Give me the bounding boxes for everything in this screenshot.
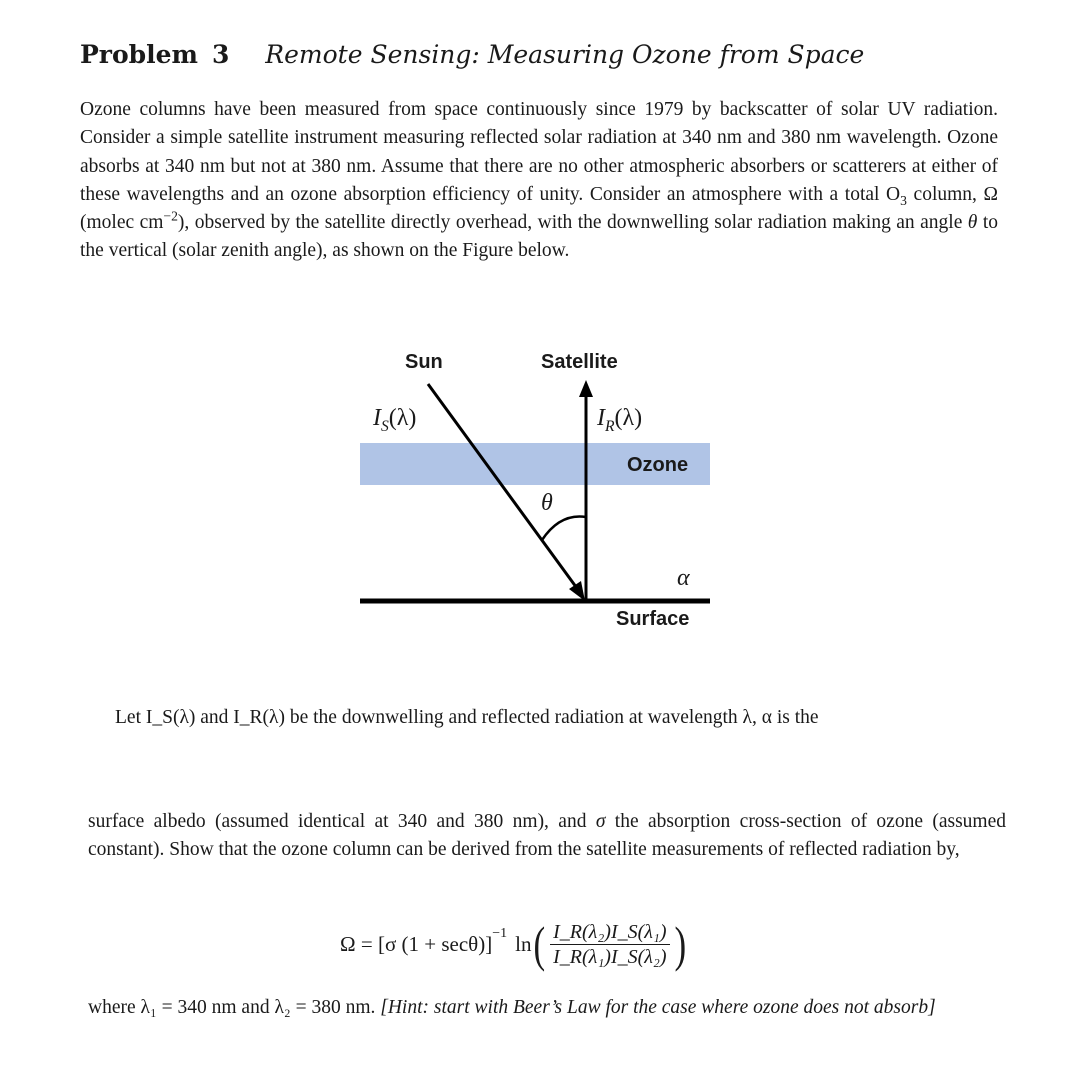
reflected-intensity-label: $I_R(\lambda)$ <box>597 405 643 435</box>
derivation-paragraph: surface albedo (assumed identical at 340 and 380 nm), and σ the absorption cross-section of ozone (assumed constant). Show that the ozone column can be derived from the satellite measurements of reflected radiation by, <box>88 811 1006 861</box>
incident-ray <box>428 384 579 591</box>
ozone-column-equation: Ω = [σ (1 + secθ)] $^{-1}$ ln ( $\frac{\text{I\_R(λ₂)I\_S(λ₁)}}{\text{I\_R(λ₁)I\_S(λ₂)}}$ ) <box>340 916 686 972</box>
definitions-paragraph: Let I_S(λ) and I_R(λ) be the downwelling and reflected radiation at wavelength λ, α is the <box>115 707 819 728</box>
alpha-label: α <box>677 565 690 591</box>
equation-fraction: $\frac{\text{I\_R(λ₂)I\_S(λ₁)}}{\text{I\_R(λ₁)I\_S(λ₂)}}$ <box>550 920 669 969</box>
sun-label: Sun <box>405 351 443 373</box>
geometry-figure <box>355 345 725 645</box>
satellite-label: Satellite <box>541 351 618 373</box>
incident-intensity-label: $I_S(\lambda)$ <box>373 405 417 435</box>
arrow-down-icon <box>569 581 585 601</box>
problem-label: Problem <box>80 40 198 69</box>
problem-heading <box>80 40 864 69</box>
hint-paragraph: where λ₁ = 340 nm and λ₂ = 380 nm. [Hint: start with Beer’s Law for the case where ozone does not absorb] <box>88 997 936 1018</box>
angle-arc <box>542 516 586 540</box>
intro-paragraph: Ozone columns have been measured from space continuously since 1979 by backscatter of solar UV radiation. Consider a simple satellite instrument measuring reflected solar radiation at 340 nm and 380 nm wavelength. Ozone absorbs at 340 nm but not at 380 nm. Assume that there are no other atmospheric absorbers or scatterers at either of these wavelengths and an ozone absorption efficiency of unity. Consider an atmosphere with a total $O_3$ column, Ω (molec $cm^{-2}$), observed by the satellite directly overhead, with the downwelling solar radiation making an angle θ to the vertical (solar zenith angle), as shown on the Figure below. <box>80 99 998 262</box>
arrow-up-icon <box>579 380 593 397</box>
surface-label: Surface <box>616 608 690 630</box>
problem-subtitle: Remote Sensing: Measuring Ozone from Space <box>265 40 865 69</box>
ray-diagram <box>355 345 725 645</box>
theta-label: θ <box>541 490 553 516</box>
problem-number: 3 <box>211 40 230 69</box>
ozone-label: Ozone <box>627 454 689 476</box>
